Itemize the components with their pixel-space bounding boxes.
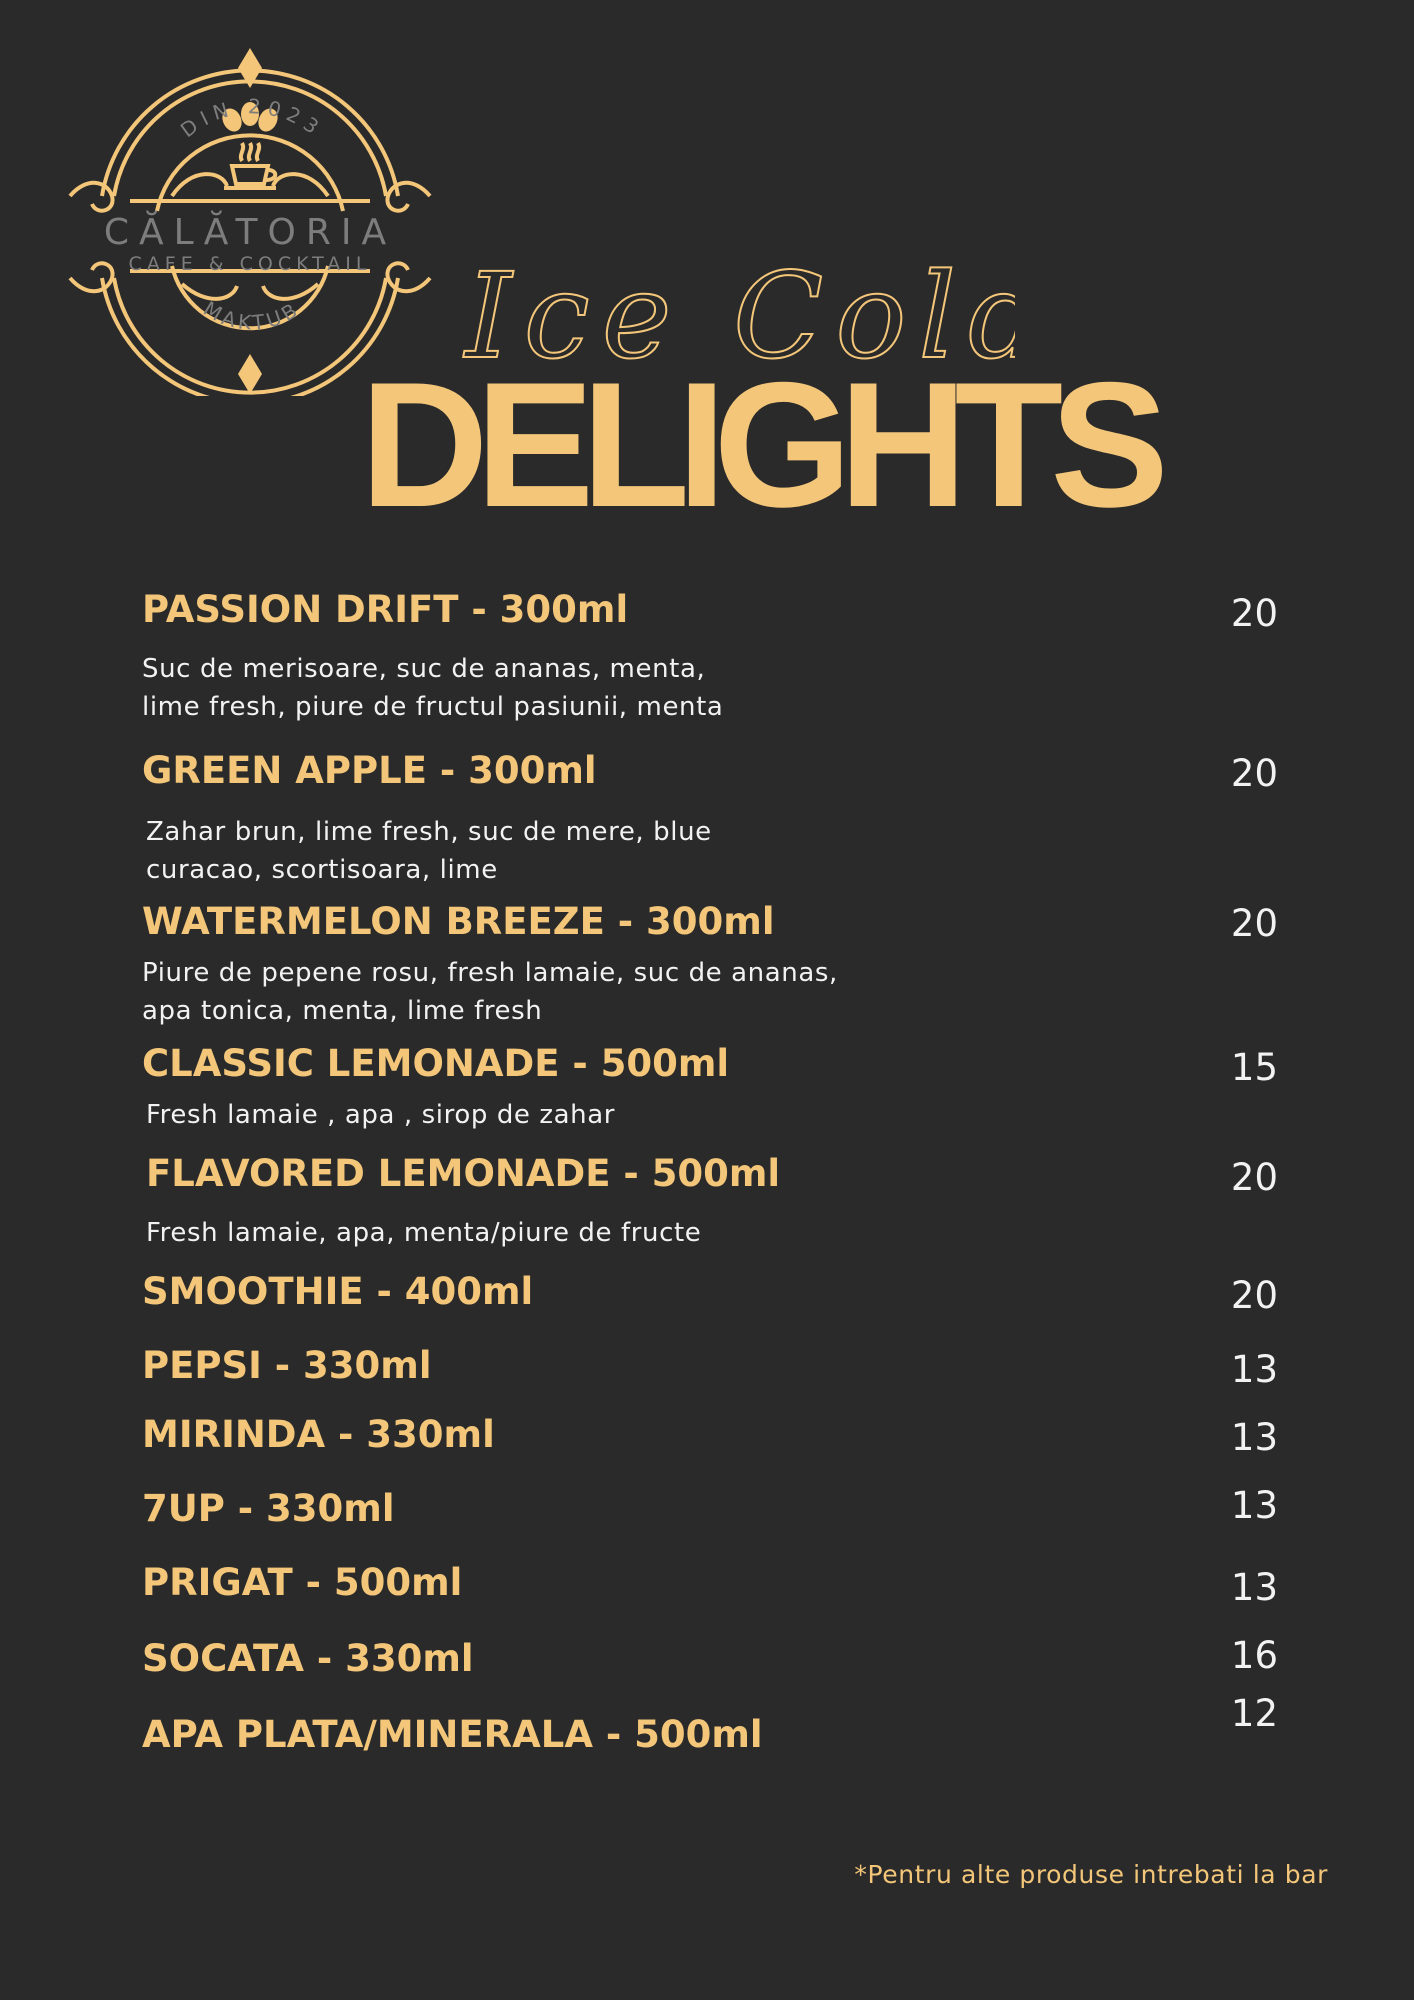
- logo-subtitle: CAFE & COCKTAIL: [128, 253, 372, 275]
- menu-item-price: 13: [1230, 1348, 1278, 1391]
- menu-item-name: APA PLATA/MINERALA - 500ml: [142, 1713, 763, 1756]
- script-title-text: Ice Cold: [465, 247, 1015, 382]
- menu-item-price: 13: [1230, 1484, 1278, 1527]
- menu-item-name: WATERMELON BREEZE - 300ml: [142, 900, 775, 943]
- menu-item-description: Fresh lamaie, apa, menta/piure de fructe: [146, 1218, 702, 1248]
- logo-bottom-text: MAKTUB: [199, 296, 305, 335]
- menu-item-price: 12: [1230, 1692, 1278, 1735]
- menu-item-name: 7UP - 330ml: [142, 1487, 395, 1530]
- menu-item-description: Piure de pepene rosu, fresh lamaie, suc de ananas, apa tonica, menta, lime fresh: [142, 958, 838, 1026]
- menu-item-price: 20: [1230, 752, 1278, 795]
- menu-item-name: MIRINDA - 330ml: [142, 1413, 495, 1456]
- menu-item-price: 20: [1230, 1156, 1278, 1199]
- menu-item-price: 13: [1230, 1416, 1278, 1459]
- menu-item-price: 13: [1230, 1566, 1278, 1609]
- page-title: DELIGHTS: [360, 345, 1156, 544]
- menu-item-name: PEPSI - 330ml: [142, 1344, 432, 1387]
- menu-item-name: SOCATA - 330ml: [142, 1637, 474, 1680]
- menu-item-price: 20: [1230, 592, 1278, 635]
- menu-item-name: FLAVORED LEMONADE - 500ml: [146, 1152, 781, 1195]
- menu-item-price: 15: [1230, 1046, 1278, 1089]
- menu-item-price: 20: [1230, 1274, 1278, 1317]
- footnote: *Pentru alte produse intrebati la bar: [854, 1860, 1328, 1889]
- logo-top-text: DIN 2023: [175, 94, 329, 143]
- menu-item-name: PRIGAT - 500ml: [142, 1561, 463, 1604]
- logo-name: CĂLĂTORIA: [103, 212, 397, 253]
- menu-item-price: 20: [1230, 902, 1278, 945]
- menu-item-description: Suc de merisoare, suc de ananas, menta, lime fresh, piure de fructul pasiunii, menta: [142, 654, 724, 722]
- menu-item-name: GREEN APPLE - 300ml: [142, 749, 597, 792]
- menu-item-description: Fresh lamaie , apa , sirop de zahar: [146, 1100, 616, 1130]
- menu-item-name: CLASSIC LEMONADE - 500ml: [142, 1042, 730, 1085]
- menu-item-name: PASSION DRIFT - 300ml: [142, 588, 629, 631]
- menu-item-name: SMOOTHIE - 400ml: [142, 1270, 534, 1313]
- menu-item-description: Zahar brun, lime fresh, suc de mere, blue curacao, scortisoara, lime: [146, 817, 712, 885]
- menu-item-price: 16: [1230, 1634, 1278, 1677]
